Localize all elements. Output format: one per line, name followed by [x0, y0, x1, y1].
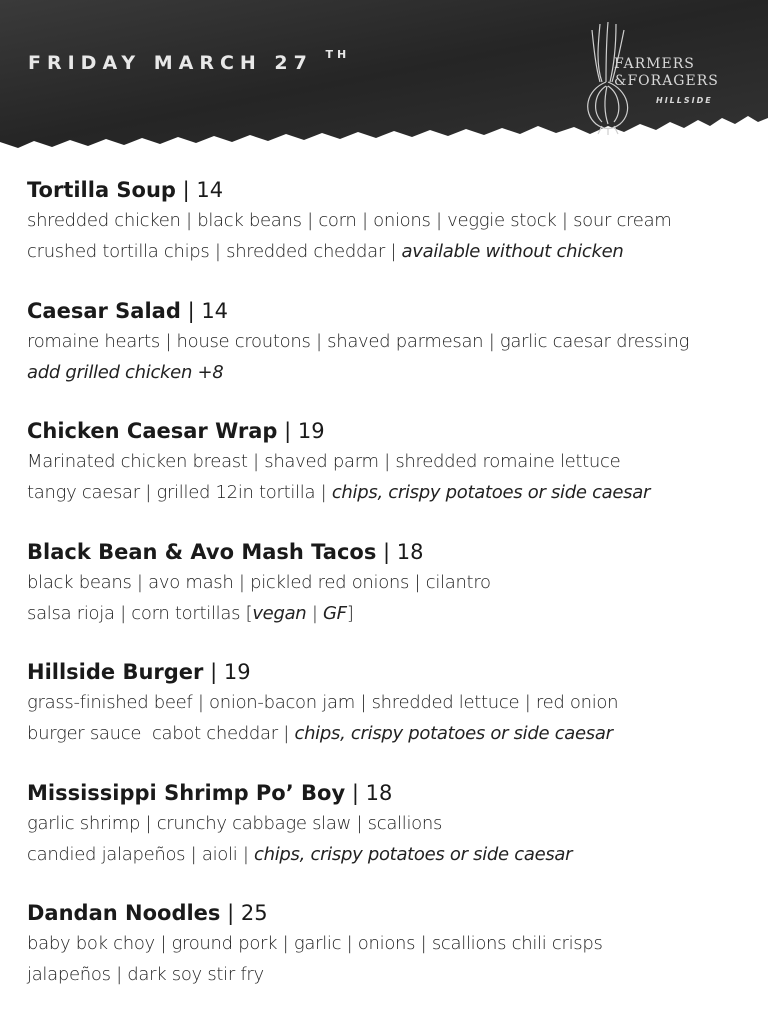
item-title	[27, 898, 757, 928]
menu-header	[0, 0, 768, 150]
logo-text-farmers: FARMERS	[614, 56, 695, 72]
menu-item-hillside-burger	[27, 657, 757, 778]
item-description-line1: Marinated chicken breast | shaved parm | shredded romaine lettuce	[27, 451, 621, 472]
item-price: | 14	[182, 178, 224, 202]
item-description-line1: baby bok choy | ground pork | garlic | onions | scallions chili crisps	[27, 933, 603, 954]
item-description-line2: burger sauce cabot cheddar | chips, crispy potatoes or side caesar	[27, 723, 613, 744]
item-price: | 19	[284, 419, 325, 443]
item-name: Black Bean & Avo Mash Tacos	[27, 539, 377, 564]
item-name: Mississippi Shrimp Po’ Boy	[27, 780, 346, 805]
menu-item-tortilla-soup	[27, 175, 757, 296]
item-price: | 14	[187, 298, 229, 323]
menu-item-shrimp-po-boy	[27, 778, 757, 899]
item-name: Tortilla Soup	[27, 178, 176, 202]
item-description-line2: add grilled chicken +8	[27, 361, 224, 383]
logo-text-hillside: HILLSIDE	[656, 96, 713, 105]
menu-item-black-bean-tacos	[27, 537, 757, 658]
item-description-line1: grass-finished beef | onion-bacon jam | shredded lettuce | red onion	[27, 692, 619, 713]
item-name: Chicken Caesar Wrap	[27, 419, 278, 443]
menu-list	[27, 175, 757, 1019]
item-description-line2: candied jalapeños | aioli | chips, crispy potatoes or side caesar	[27, 843, 573, 865]
item-description-line1: romaine hearts | house croutons | shaved parmesan | garlic caesar dressing	[27, 330, 690, 352]
menu-item-caesar-salad	[27, 296, 757, 417]
item-price: | 19	[210, 660, 251, 684]
item-title	[27, 778, 757, 808]
item-name: Dandan Noodles	[27, 901, 221, 925]
farmers-foragers-logo	[578, 20, 738, 135]
item-title	[27, 537, 757, 567]
item-price: | 18	[351, 780, 393, 805]
logo-text-foragers: &FORAGERS	[614, 73, 719, 89]
item-description-line2: jalapeños | dark soy stir fry	[27, 964, 264, 985]
item-description-line1: black beans | avo mash | pickled red onions | cilantro	[27, 571, 491, 593]
item-title	[27, 416, 757, 446]
item-description-line2: salsa rioja | corn tortillas [vegan | GF]	[27, 602, 354, 624]
menu-item-dandan-noodles	[27, 898, 757, 1019]
item-title	[27, 296, 757, 326]
item-name: Caesar Salad	[27, 298, 181, 323]
item-description-line1: garlic shrimp | crunchy cabbage slaw | scallions	[27, 812, 443, 834]
item-description-line2: crushed tortilla chips | shredded cheddar | available without chicken	[27, 241, 624, 262]
item-price: | 18	[383, 539, 424, 564]
item-description-line2: tangy caesar | grilled 12in tortilla | chips, crispy potatoes or side caesar	[27, 482, 651, 503]
menu-date: FRIDAY MARCH 27 $^{TH}$	[28, 48, 351, 74]
item-title	[27, 175, 757, 205]
item-title	[27, 657, 757, 687]
item-name: Hillside Burger	[27, 660, 204, 684]
menu-item-chicken-caesar-wrap	[27, 416, 757, 537]
item-description-line1: shredded chicken | black beans | corn | onions | veggie stock | sour cream	[27, 210, 672, 231]
item-price: | 25	[227, 901, 268, 925]
